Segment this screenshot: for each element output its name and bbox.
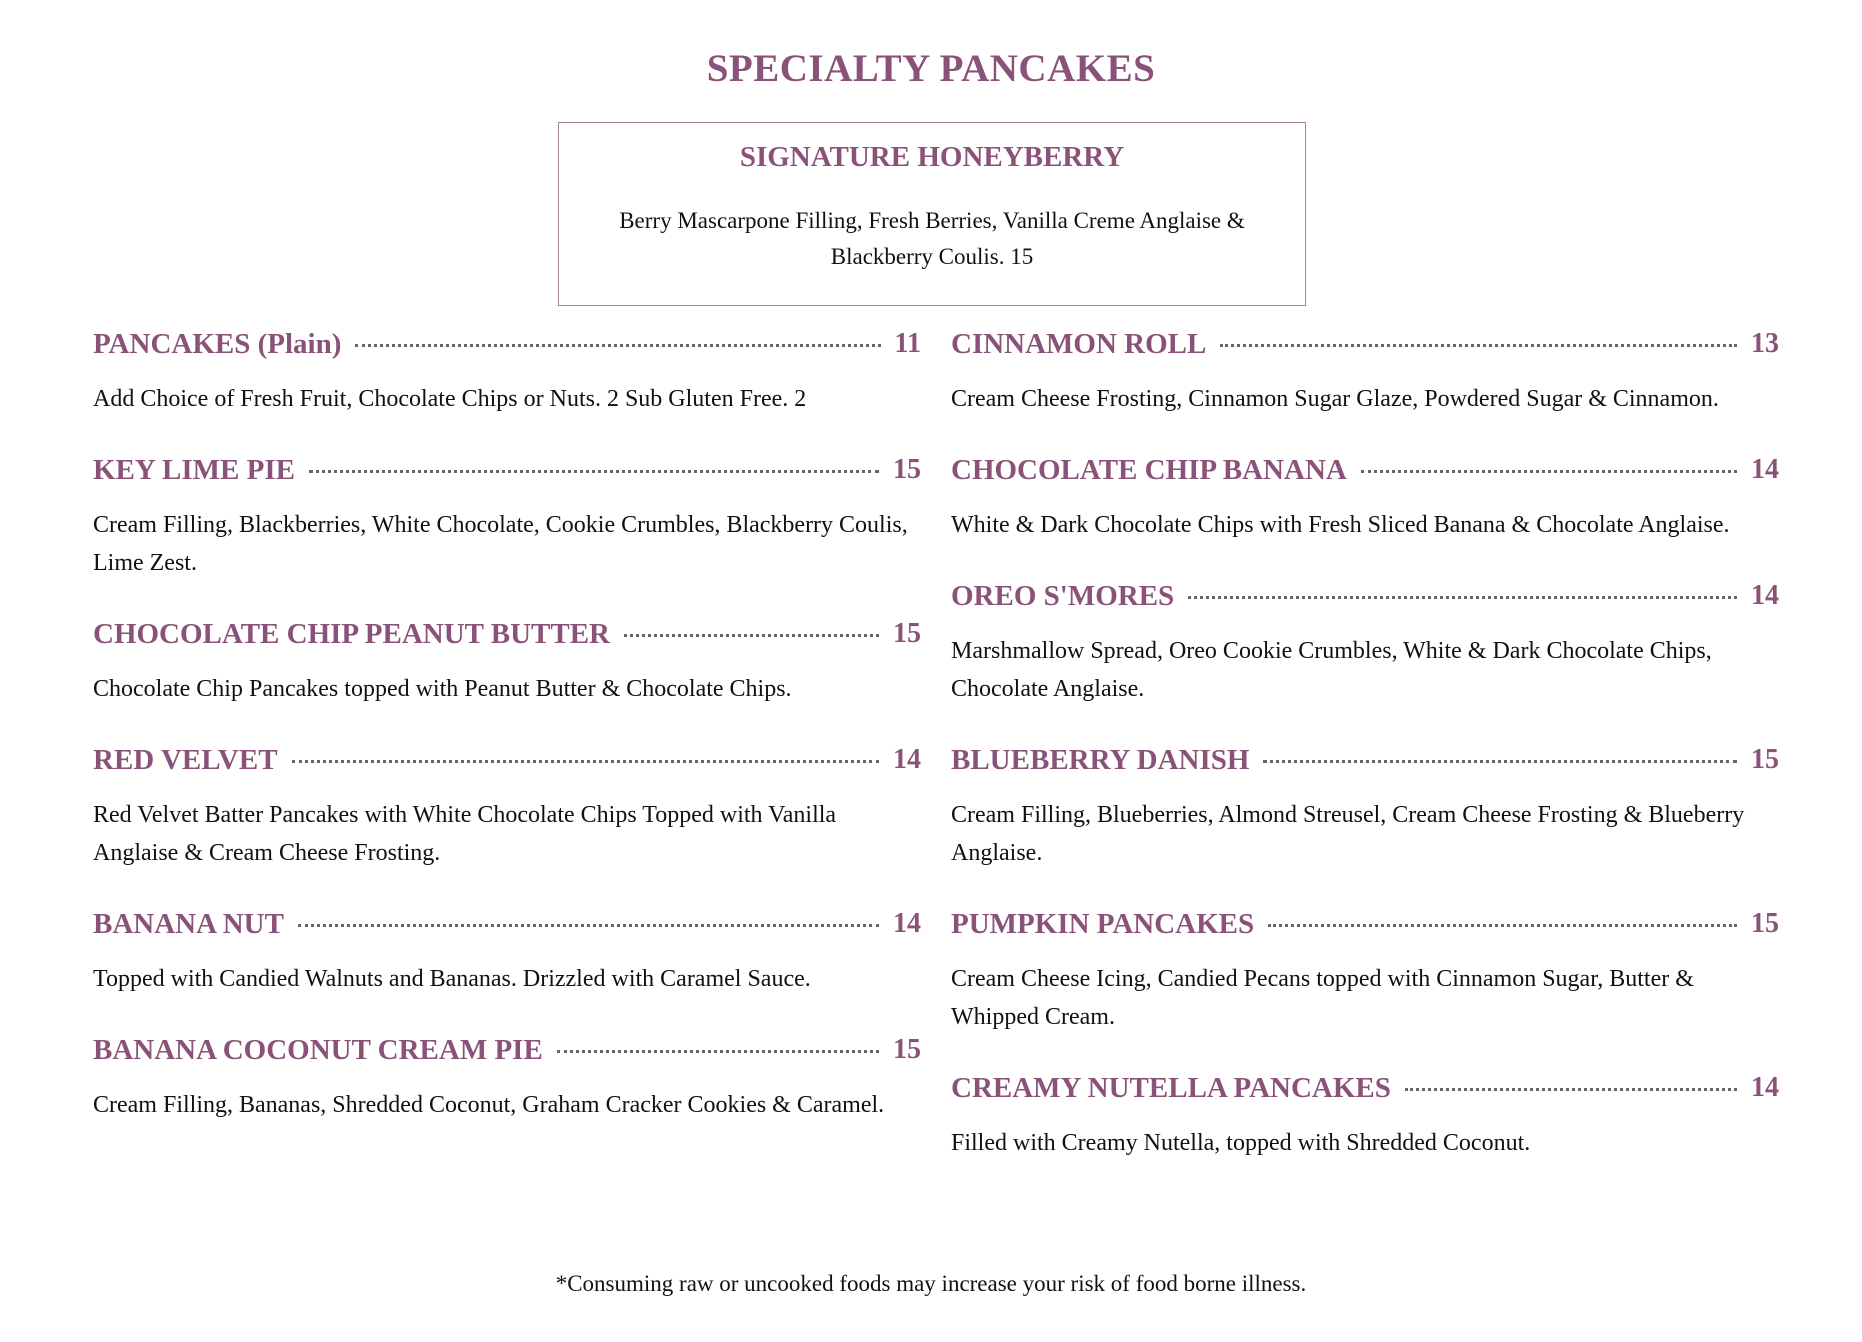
menu-item-description: Marshmallow Spread, Oreo Cookie Crumbles, White & Dark Chocolate Chips, Chocolate Anglaise. bbox=[951, 638, 1712, 702]
menu-item-name: RED VELVET bbox=[93, 744, 278, 776]
menu-item-name: PUMPKIN PANCAKES bbox=[951, 908, 1255, 940]
disclaimer-note: *Consuming raw or uncooked foods may increase your risk of food borne illness. bbox=[555, 1271, 1307, 1296]
menu-item-description: Cream Cheese Icing, Candied Pecans topped with Cinnamon Sugar, Butter & Whipped Cream. bbox=[951, 966, 1694, 1030]
dot-leader bbox=[1268, 924, 1737, 927]
menu-item-description: Add Choice of Fresh Fruit, Chocolate Chips or Nuts. 2 Sub Gluten Free. 2 bbox=[93, 386, 807, 412]
menu-item bbox=[93, 906, 921, 998]
dot-leader bbox=[309, 470, 879, 473]
menu-item-price: 15 bbox=[1751, 744, 1779, 775]
dot-leader bbox=[298, 924, 879, 927]
dot-leader bbox=[1361, 470, 1737, 473]
menu-item-name: PANCAKES (Plain) bbox=[93, 328, 342, 360]
menu-item-name: CINNAMON ROLL bbox=[951, 328, 1207, 360]
menu-item bbox=[951, 1070, 1779, 1162]
menu-item-header bbox=[93, 326, 921, 362]
dot-leader bbox=[355, 344, 880, 347]
dot-leader bbox=[557, 1050, 879, 1053]
menu-item-price: 14 bbox=[893, 908, 921, 939]
page-title: SPECIALTY PANCAKES bbox=[706, 47, 1156, 90]
menu-item bbox=[93, 452, 921, 582]
menu-item-price: 14 bbox=[1751, 580, 1779, 611]
menu-item bbox=[951, 452, 1779, 544]
menu-item-header bbox=[93, 616, 921, 652]
menu-item-price: 15 bbox=[893, 454, 921, 485]
menu-item-name: KEY LIME PIE bbox=[93, 454, 295, 486]
menu-item-description: Red Velvet Batter Pancakes with White Chocolate Chips Topped with Vanilla Anglaise & Cream Cheese Frosting. bbox=[93, 802, 837, 866]
signature-item-box bbox=[558, 122, 1306, 306]
dot-leader bbox=[1220, 344, 1737, 347]
menu-item bbox=[93, 616, 921, 708]
menu-item-header bbox=[951, 906, 1779, 942]
menu-item-description: Cream Filling, Blackberries, White Chocolate, Cookie Crumbles, Blackberry Coulis, Lime Zest. bbox=[93, 512, 908, 576]
menu-item-description: Chocolate Chip Pancakes topped with Peanut Butter & Chocolate Chips. bbox=[93, 676, 792, 702]
menu-column-right bbox=[951, 326, 1779, 1196]
menu-item bbox=[93, 1032, 921, 1124]
menu-item-header bbox=[93, 1032, 921, 1068]
menu-item-header bbox=[951, 452, 1779, 488]
menu-item-header bbox=[93, 742, 921, 778]
dot-leader bbox=[292, 760, 879, 763]
menu-item-price: 14 bbox=[1751, 454, 1779, 485]
menu-item-name: CHOCOLATE CHIP PEANUT BUTTER bbox=[93, 618, 610, 650]
dot-leader bbox=[1405, 1088, 1737, 1091]
menu-item-name: BANANA NUT bbox=[93, 908, 284, 940]
menu-item-price: 15 bbox=[893, 618, 921, 649]
menu-item-price: 14 bbox=[893, 744, 921, 775]
menu-item bbox=[93, 742, 921, 872]
menu-item-header bbox=[93, 906, 921, 942]
menu-item-header bbox=[951, 742, 1779, 778]
menu-item-header bbox=[951, 326, 1779, 362]
menu-item bbox=[951, 742, 1779, 872]
menu-item-price: 11 bbox=[894, 328, 921, 359]
menu-item-name: BANANA COCONUT CREAM PIE bbox=[93, 1034, 543, 1066]
menu-item-name: OREO S'MORES bbox=[951, 580, 1175, 612]
menu-column-left bbox=[93, 326, 921, 1158]
menu-item-header bbox=[93, 452, 921, 488]
menu-item-description: Cream Filling, Blueberries, Almond Streusel, Cream Cheese Frosting & Blueberry Anglaise. bbox=[951, 802, 1745, 866]
dot-leader bbox=[1263, 760, 1737, 763]
menu-item-description: Topped with Candied Walnuts and Bananas. Drizzled with Caramel Sauce. bbox=[93, 966, 811, 992]
menu-item-name: CREAMY NUTELLA PANCAKES bbox=[951, 1072, 1391, 1104]
menu-item-price: 15 bbox=[893, 1034, 921, 1065]
dot-leader bbox=[1188, 596, 1737, 599]
menu-item bbox=[951, 906, 1779, 1036]
menu-item-name: BLUEBERRY DANISH bbox=[951, 744, 1250, 776]
menu-item-price: 13 bbox=[1751, 328, 1779, 359]
menu-item-name: CHOCOLATE CHIP BANANA bbox=[951, 454, 1347, 486]
signature-item-name: SIGNATURE HONEYBERRY bbox=[739, 141, 1125, 173]
menu-item bbox=[951, 578, 1779, 708]
dot-leader bbox=[624, 634, 879, 637]
menu-item-description: Cream Filling, Bananas, Shredded Coconut, Graham Cracker Cookies & Caramel. bbox=[93, 1092, 885, 1118]
menu-item-description: Cream Cheese Frosting, Cinnamon Sugar Glaze, Powdered Sugar & Cinnamon. bbox=[951, 386, 1719, 412]
menu-item bbox=[951, 326, 1779, 418]
signature-item-description: Berry Mascarpone Filling, Fresh Berries, Vanilla Creme Anglaise & Blackberry Coulis. 15 bbox=[619, 207, 1245, 269]
menu-item bbox=[93, 326, 921, 418]
menu-item-price: 14 bbox=[1751, 1072, 1779, 1103]
menu-item-description: Filled with Creamy Nutella, topped with Shredded Coconut. bbox=[951, 1130, 1531, 1156]
menu-item-header bbox=[951, 578, 1779, 614]
menu-item-header bbox=[951, 1070, 1779, 1106]
menu-item-description: White & Dark Chocolate Chips with Fresh Sliced Banana & Chocolate Anglaise. bbox=[951, 512, 1730, 538]
menu-item-price: 15 bbox=[1751, 908, 1779, 939]
